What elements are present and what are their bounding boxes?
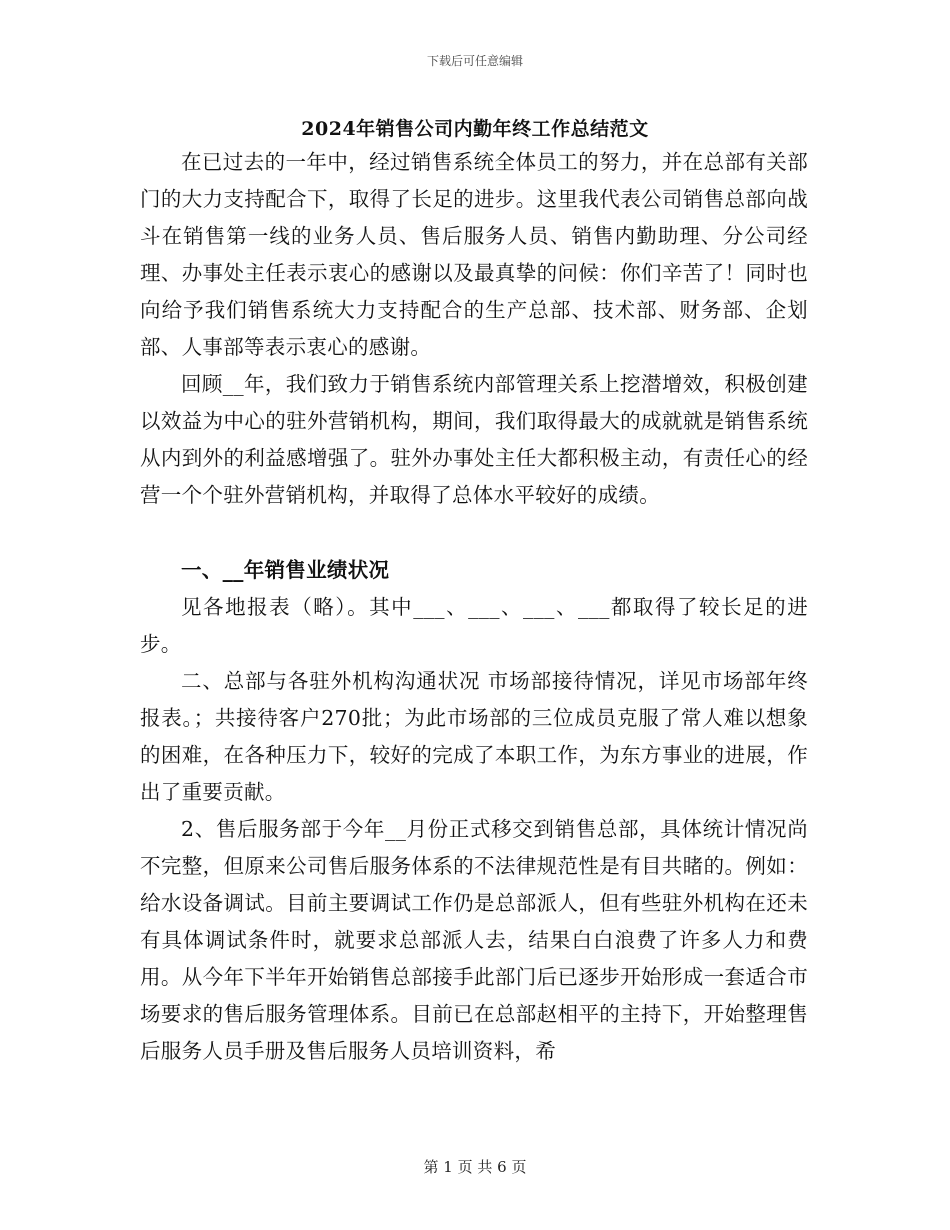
document-body [140, 144, 808, 1070]
section-heading-sales-performance: 一、__年销售业绩状况 [181, 558, 390, 582]
page-header-note: 下载后可任意编辑 [426, 54, 523, 68]
page-indicator: 第 1 页 共 6 页 [423, 1158, 527, 1176]
paragraph-intro: 在已过去的一年中，经过销售系统全体员工的努力，并在总部有关部门的大力支持配合下，取得了长足的进步。这里我代表公司销售总部向战斗在销售第一线的业务人员、售后服务人员、销售内勤助理、分公司经理、办事处主任表示衷心的感谢以及最真挚的问候：你们辛苦了！同时也向给予我们销售系统大力支持配合的生产总部、技术部、财务部、企划部、人事部等表示衷心的感谢。 [140, 150, 808, 359]
paragraph-after-sales: 2、售后服务部于今年__月份正式移交到销售总部，具体统计情况尚不完整，但原来公司售后服务体系的不法律规范性是有目共睹的。例如：给水设备调试。目前主要调试工作仍是总部派人，但有些驻外机构在还未有具体调试条件时，就要求总部派人去，结果白白浪费了许多人力和费用。从今年下半年开始销售总部接手此部门后已逐步开始形成一套适合市场要求的售后服务管理体系。目前已在总部赵相平的主持下，开始整理售后服务人员手册及售后服务人员培训资料，希 [140, 817, 808, 1063]
section-spacer [140, 514, 808, 552]
paragraph-review: 回顾__年，我们致力于销售系统内部管理关系上挖潜增效，积极创建以效益为中心的驻外营销机构，期间，我们取得最大的成就就是销售系统从内到外的利益感增强了。驻外办事处主任大都积极主动，有责任心的经营一个个驻外营销机构，并取得了总体水平较好的成绩。 [140, 372, 808, 507]
document-title: 2024年销售公司内勤年终工作总结范文 [301, 118, 649, 140]
paragraph-reports: 见各地报表（略）。其中___、___、___、___都取得了较长足的进步。 [140, 595, 808, 656]
paragraph-communication: 二、总部与各驻外机构沟通状况 市场部接待情况，详见市场部年终报表。；共接待客户270批；为此市场部的三位成员克服了常人难以想象的困难，在各种压力下，较好的完成了本职工作，为东方事业的进展，作出了重要贡献。 [140, 669, 808, 804]
